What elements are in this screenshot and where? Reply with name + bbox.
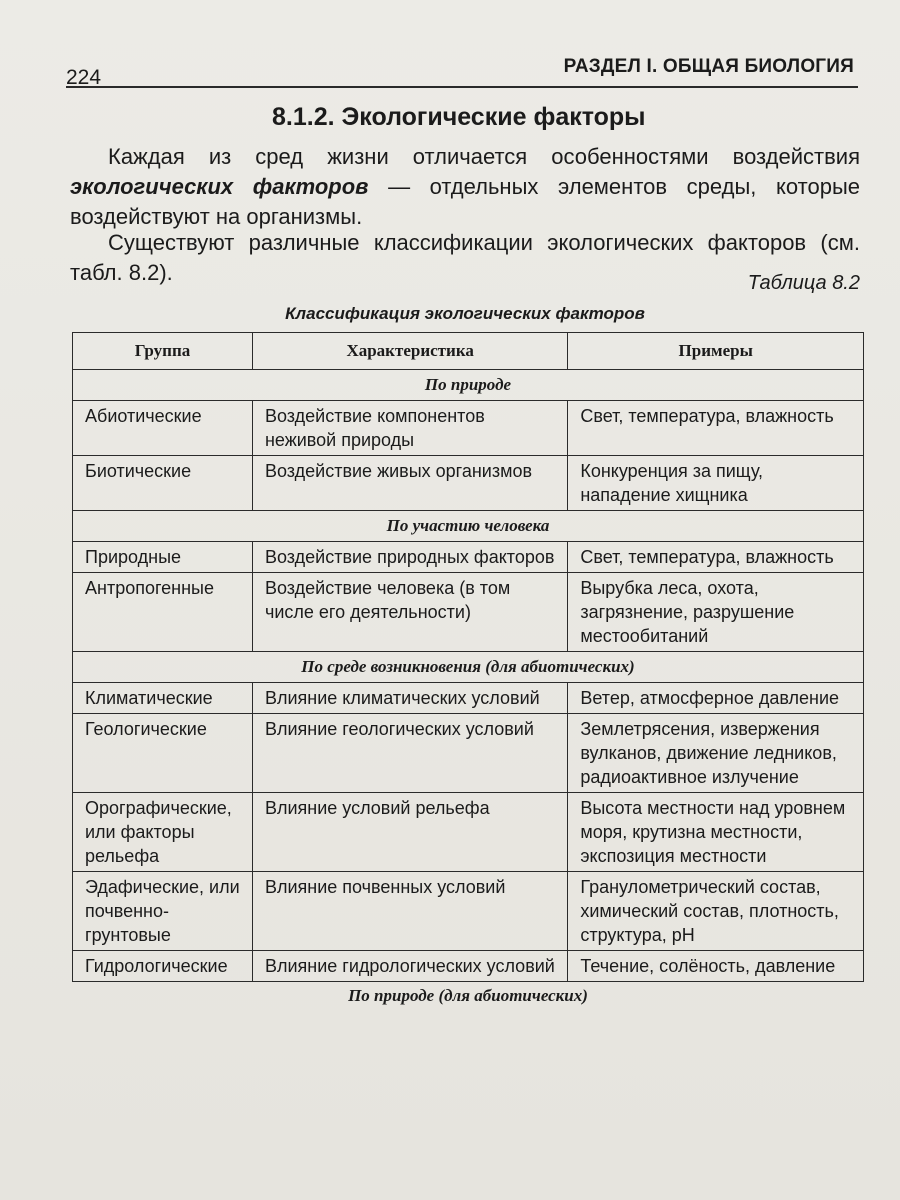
group-title: По участию человека bbox=[73, 511, 864, 542]
header-characteristic: Характеристика bbox=[252, 333, 567, 370]
cell-group: Абиотические bbox=[73, 401, 253, 456]
classification-table bbox=[72, 332, 864, 982]
table-row bbox=[73, 951, 864, 982]
cell-group: Геологические bbox=[73, 714, 253, 793]
cell-group: Биотические bbox=[73, 456, 253, 511]
table-row bbox=[73, 542, 864, 573]
cell-examples: Высота местности над уровнем моря, крутизна местности, экспозиция местности bbox=[568, 793, 864, 872]
group-title: По природе bbox=[73, 370, 864, 401]
section-header: РАЗДЕЛ I. ОБЩАЯ БИОЛОГИЯ bbox=[563, 56, 854, 77]
table-row bbox=[73, 683, 864, 714]
table-label: Таблица 8.2 bbox=[747, 272, 860, 294]
cell-characteristic: Влияние условий рельефа bbox=[252, 793, 567, 872]
header-rule bbox=[66, 86, 858, 88]
header-examples: Примеры bbox=[568, 333, 864, 370]
table-header-row bbox=[73, 333, 864, 370]
cell-examples: Свет, температура, влажность bbox=[568, 401, 864, 456]
cell-group: Климатические bbox=[73, 683, 253, 714]
cell-characteristic: Воздействие компонентов неживой природы bbox=[252, 401, 567, 456]
table-row bbox=[73, 401, 864, 456]
table-row bbox=[73, 872, 864, 951]
section-heading: 8.1.2. Экологические факторы bbox=[272, 103, 646, 131]
cell-examples: Землетрясения, извержения вулканов, движение ледников, радиоактивное излучение bbox=[568, 714, 864, 793]
cell-examples: Ветер, атмосферное давление bbox=[568, 683, 864, 714]
table-title: Классификация экологических факторов bbox=[285, 304, 645, 323]
cell-characteristic: Воздействие природных факторов bbox=[252, 542, 567, 573]
header-group: Группа bbox=[73, 333, 253, 370]
group-title-row bbox=[73, 511, 864, 542]
paragraph-1-term: экологических факторов bbox=[70, 174, 369, 199]
trailing-group-title: По природе (для абиотических) bbox=[348, 986, 588, 1005]
page-number: 224 bbox=[66, 66, 102, 89]
cell-characteristic: Воздействие человека (в том числе его деятельности) bbox=[252, 573, 567, 652]
cell-characteristic: Воздействие живых организмов bbox=[252, 456, 567, 511]
paragraph-2-text: Существуют различные классификации экологических факторов (см. табл. 8.2). bbox=[70, 230, 860, 285]
table-row bbox=[73, 793, 864, 872]
table-row bbox=[73, 714, 864, 793]
paragraph-1-start: Каждая из сред жизни отличается особенностями воздействия bbox=[108, 144, 860, 169]
cell-group: Природные bbox=[73, 542, 253, 573]
cell-characteristic: Влияние гидрологических условий bbox=[252, 951, 567, 982]
cell-examples: Вырубка леса, охота, загрязнение, разрушение местообитаний bbox=[568, 573, 864, 652]
cell-examples: Гранулометрический состав, химический состав, плотность, структура, pH bbox=[568, 872, 864, 951]
group-title-row bbox=[73, 370, 864, 401]
cell-characteristic: Влияние почвенных условий bbox=[252, 872, 567, 951]
paragraph-1-rest: — отдельных элементов среды, которые воздействуют на организмы. bbox=[70, 174, 861, 229]
paragraph-2 bbox=[70, 228, 860, 288]
table-row bbox=[73, 573, 864, 652]
paragraph-1 bbox=[70, 142, 860, 232]
cell-characteristic: Влияние климатических условий bbox=[252, 683, 567, 714]
table-row bbox=[73, 456, 864, 511]
cell-group: Орографические, или факторы рельефа bbox=[73, 793, 253, 872]
group-title: По среде возникновения (для абиотических) bbox=[73, 652, 864, 683]
cell-characteristic: Влияние геологических условий bbox=[252, 714, 567, 793]
cell-group: Антропогенные bbox=[73, 573, 253, 652]
cell-group: Эдафические, или почвенно-грунтовые bbox=[73, 872, 253, 951]
group-title-row bbox=[73, 652, 864, 683]
cell-examples: Течение, солёность, давление bbox=[568, 951, 864, 982]
cell-examples: Свет, температура, влажность bbox=[568, 542, 864, 573]
cell-group: Гидрологические bbox=[73, 951, 253, 982]
cell-examples: Конкуренция за пищу, нападение хищника bbox=[568, 456, 864, 511]
